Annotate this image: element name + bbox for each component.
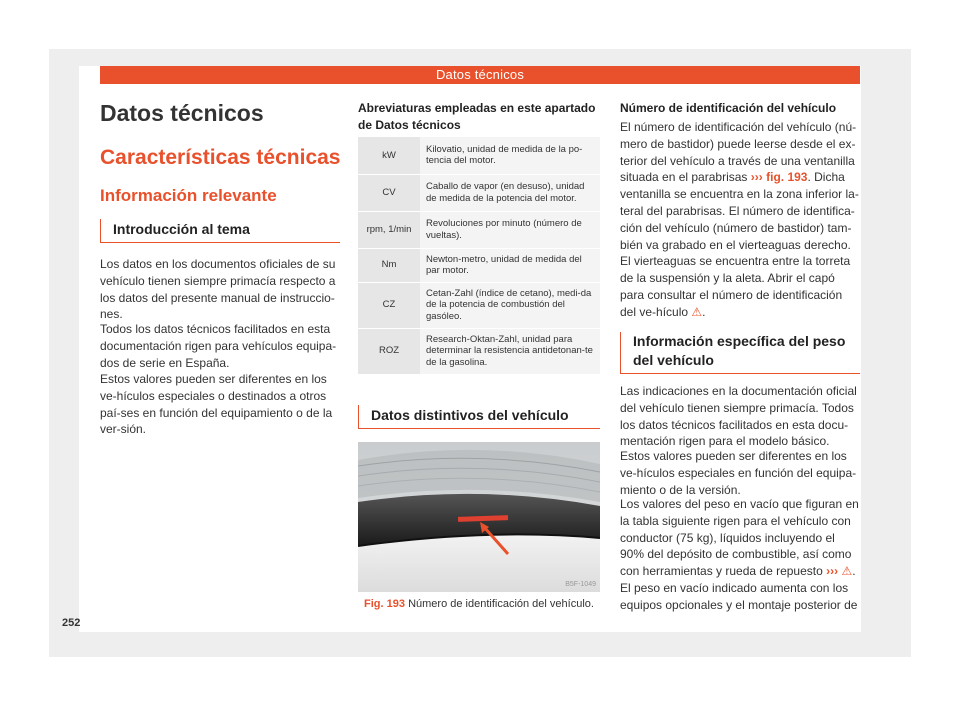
abbr-key: CZ: [358, 282, 420, 328]
distinctive-data-heading: Datos distintivos del vehículo: [358, 405, 600, 429]
paragraph: Los datos en los documentos oficiales de su vehículo tienen siempre primacía respecto a los datos del presente manual de instruccio-nes.: [100, 257, 336, 322]
warning-icon: ⚠: [691, 304, 703, 319]
abbr-key: rpm, 1/min: [358, 211, 420, 248]
figure-label: Fig. 193: [364, 598, 405, 610]
weight-text-b: . El peso en vacío indicado aumenta con los equipos opcionales y el montaje posterior de: [620, 564, 858, 612]
abbr-value: Kilovatio, unidad de medida de la po-tencia del motor.: [420, 137, 600, 174]
section-heading: Características técnicas: [100, 146, 341, 169]
vin-paragraph: [620, 119, 860, 321]
page-number: 252: [62, 617, 81, 629]
vin-text-2: . Dicha ventanilla se encuentra en la zona inferior la-teral del parabrisas. El número de identifica-ción del vehículo (número de bastidor) tam-bién va grabado en el vierteaguas derecho. El vierteaguas se encuentra entre la torreta de la suspensión y la aleta. Abrir el capó para consultar el número de identificación del ve-hículo: [620, 170, 859, 319]
vin-text-1: El número de identificación del vehículo (nú-mero de bastidor) puede leerse desde el ex-terior del vehículo a través de una ventanilla situada en el parabrisas: [620, 120, 857, 185]
figure-caption-text: Número de identificación del vehículo.: [408, 598, 594, 610]
weight-text-a: Los valores del peso en vacío que figuran en la tabla siguiente rigen para el vehículo con conductor (75 kg), líquidos incluyendo el 90% del depósito de combustible, así como con herramientas y rueda de repuesto: [620, 497, 859, 579]
weight-paragraph: Las indicaciones en la documentación oficial del vehículo tienen siempre primacía. Todos los datos técnicos facilitados en esta docu-mentación rigen para el modelo básico.: [620, 384, 857, 449]
intro-heading: Introducción al tema: [100, 219, 340, 243]
abbr-key: ROZ: [358, 328, 420, 374]
paragraph: Estos valores pueden ser diferentes en los ve-hículos especiales o destinados a otros paí-ses en función del equipamiento o de la ver-sión.: [100, 372, 333, 437]
table-row: [358, 282, 600, 328]
figure-caption: [358, 597, 600, 611]
figure-reference-link[interactable]: fig. 193: [766, 170, 808, 185]
weight-paragraph: [620, 496, 860, 614]
abbr-key: CV: [358, 174, 420, 211]
abbreviations-title: Abreviaturas empleadas en este apartado de Datos técnicos: [358, 101, 596, 132]
windshield-vin-photo: [358, 442, 600, 592]
abbr-key: Nm: [358, 248, 420, 282]
figure-193: [358, 442, 600, 615]
table-row: [358, 248, 600, 282]
page-title: Datos técnicos: [100, 100, 264, 126]
figure-code: B5F-1049: [565, 581, 596, 588]
abbr-key: kW: [358, 137, 420, 174]
warning-icon: ⚠: [841, 564, 853, 579]
abbreviations-table: [358, 137, 600, 375]
abbr-value: Caballo de vapor (en desuso), unidad de medida de la potencia del motor.: [420, 174, 600, 211]
paragraph: Todos los datos técnicos facilitados en esta documentación rigen para vehículos equipa-dos de serie en España.: [100, 322, 337, 370]
vin-title: Número de identificación del vehículo: [620, 101, 837, 115]
weight-paragraph: Estos valores pueden ser diferentes en los ve-hículos especiales en función del equipa-miento o de la versión.: [620, 449, 857, 497]
abbr-value: Research-Oktan-Zahl, unidad para determinar la resistencia antidetonan-te de la gasolina.: [420, 328, 600, 374]
abbr-value: Revoluciones por minuto (número de vueltas).: [420, 211, 600, 248]
abbr-value: Newton-metro, unidad de medida del par motor.: [420, 248, 600, 282]
table-row: [358, 137, 600, 174]
reference-arrow: ›››: [750, 170, 763, 185]
abbr-value: Cetan-Zahl (índice de cetano), medi-da de la potencia de combustión del gasóleo.: [420, 282, 600, 328]
reference-arrow: ›››: [826, 564, 839, 579]
subsection-heading: Información relevante: [100, 186, 277, 205]
vin-end: .: [702, 304, 706, 319]
table-row: [358, 211, 600, 248]
header-bar: Datos técnicos: [100, 66, 860, 84]
table-row: [358, 328, 600, 374]
table-row: [358, 174, 600, 211]
weight-heading: Información específica del peso del vehículo: [620, 332, 860, 374]
